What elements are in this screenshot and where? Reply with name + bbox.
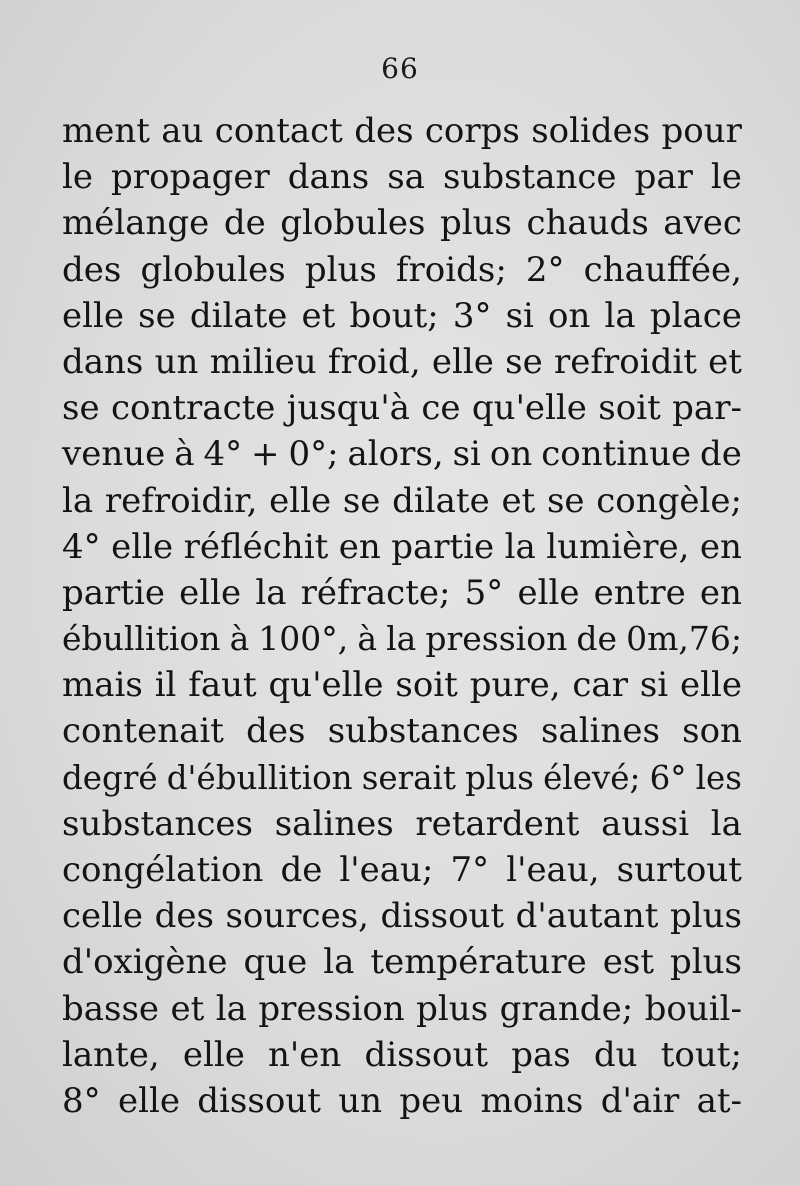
word: se [62, 388, 100, 429]
text-line [62, 662, 742, 708]
text-line [62, 524, 742, 570]
word: se [546, 480, 585, 521]
word: 7° [450, 850, 490, 890]
word: la [215, 988, 247, 1029]
word: 6° [649, 758, 687, 797]
word: contracte [110, 388, 276, 429]
word: température [370, 942, 587, 983]
word: soit [598, 388, 661, 429]
text-line [62, 1032, 742, 1078]
word: on [548, 295, 591, 336]
word: plus [304, 249, 377, 290]
word: plus [465, 758, 534, 797]
word: elle [679, 665, 742, 706]
word: alors, [347, 434, 444, 475]
word: pression [425, 619, 568, 659]
text-line [62, 570, 742, 616]
word: mélange [62, 203, 210, 244]
word: 0°; [288, 434, 339, 475]
word: de [280, 850, 323, 890]
word: place [649, 295, 742, 336]
word: partie [62, 572, 165, 613]
word: et [708, 341, 742, 382]
word: elle [269, 480, 332, 521]
word: il [154, 665, 177, 706]
word: globules [280, 203, 426, 244]
word: refroidit [554, 341, 697, 382]
word: par [634, 157, 693, 198]
word: réfracte; [300, 572, 451, 613]
word: de [700, 434, 742, 475]
text-line [62, 431, 742, 477]
word: des [354, 111, 414, 151]
word: lumière, [546, 526, 690, 567]
word: sa [387, 157, 425, 198]
word: elle [179, 572, 242, 613]
word: continue [541, 434, 692, 475]
word: la [62, 480, 94, 521]
word: d'air [600, 1080, 680, 1121]
word: du [593, 1034, 638, 1075]
word: qu'elle [471, 388, 587, 429]
body-text [62, 108, 742, 1124]
word: l'eau; [339, 850, 434, 890]
word: entre [593, 572, 686, 613]
word: refroidir, [104, 480, 258, 521]
word: basse [62, 988, 160, 1029]
word: et [501, 480, 536, 521]
word: degré [62, 758, 158, 797]
word: si [505, 295, 534, 336]
word: soit [395, 665, 458, 706]
word: un [338, 1080, 382, 1121]
word: qu'elle [268, 665, 384, 706]
word: la [386, 619, 417, 659]
text-line [62, 708, 742, 754]
text-line [62, 108, 742, 154]
word: de [223, 203, 266, 244]
text-line [62, 1078, 742, 1124]
word: pour [661, 111, 742, 151]
word: à [229, 619, 250, 659]
word: et [301, 295, 336, 336]
word: lante, [62, 1034, 160, 1075]
word: mais [62, 665, 143, 706]
word: corps [424, 111, 520, 151]
word: la [323, 942, 355, 983]
word: congèle; [596, 480, 742, 521]
word: n'en [268, 1034, 342, 1075]
word: plus [669, 942, 742, 983]
word: + [251, 434, 280, 475]
word: venue [62, 434, 166, 475]
word: la [504, 526, 536, 567]
word: solides [531, 111, 651, 151]
word: 2° [525, 249, 565, 290]
word: dissout [197, 1080, 321, 1121]
word: froid, [327, 341, 421, 382]
word: dans [287, 157, 370, 198]
word: celle [62, 896, 144, 937]
word: froids; [395, 249, 507, 290]
word: substances [62, 803, 254, 844]
word: dilate [392, 480, 490, 521]
word: en [699, 572, 742, 613]
word: avec [663, 203, 742, 244]
text-line [62, 200, 742, 246]
word: à [174, 434, 195, 475]
word: des [62, 249, 122, 290]
word: se [342, 480, 381, 521]
word: dissout [364, 1034, 489, 1075]
word: si [452, 434, 481, 475]
word: substance [442, 157, 617, 198]
text-line [62, 755, 742, 801]
word: globules [140, 249, 286, 290]
word: at- [696, 1080, 742, 1121]
text-line [62, 478, 742, 524]
word: son [682, 711, 742, 752]
word: est [602, 942, 654, 983]
word: plus [416, 988, 489, 1029]
word: en [338, 526, 381, 567]
word: congélation [62, 850, 264, 890]
word: surtout [616, 850, 742, 890]
word: milieu [209, 341, 317, 382]
word: le [62, 157, 93, 198]
word: pas [511, 1034, 571, 1075]
word: dissout [380, 896, 505, 937]
word: retardent [415, 803, 580, 844]
word: elle [517, 572, 580, 613]
word: 100°, [258, 619, 349, 659]
word: la [255, 572, 287, 613]
text-line [62, 385, 742, 431]
word: le [710, 157, 742, 198]
word: moins [480, 1080, 584, 1121]
word: jusqu'à [286, 388, 410, 429]
word: dilate [189, 295, 288, 336]
word: que [243, 942, 308, 983]
word: contact [214, 111, 343, 151]
word: sources, [225, 896, 369, 937]
text-line [62, 616, 742, 662]
word: 0m,76; [626, 619, 742, 659]
word: par- [672, 388, 742, 429]
word: d'ébullition [166, 758, 353, 797]
word: peu [399, 1080, 464, 1121]
word: aussi [601, 803, 690, 844]
word: substances [327, 711, 519, 752]
text-line [62, 339, 742, 385]
word: élevé; [543, 758, 641, 797]
text-line [62, 801, 742, 847]
word: à [357, 619, 378, 659]
word: si [639, 665, 669, 706]
word: on [489, 434, 533, 475]
word: 4° [62, 526, 101, 567]
word: serait [361, 758, 456, 797]
word: au [161, 111, 204, 151]
word: ce [421, 388, 461, 429]
page-number: 66 [381, 52, 419, 85]
word: réfléchit [183, 526, 329, 567]
word: car [572, 665, 628, 706]
word: bout; [349, 295, 439, 336]
text-line [62, 247, 742, 293]
word: 8° [62, 1080, 101, 1121]
word: se [138, 295, 176, 336]
text-line [62, 154, 742, 200]
word: salines [274, 803, 394, 844]
word: la [604, 295, 636, 336]
word: elle [182, 1034, 245, 1075]
word: grande; [499, 988, 634, 1029]
word: bouil- [644, 988, 742, 1029]
word: ébullition [62, 619, 221, 659]
word: de [576, 619, 618, 659]
word: ment [62, 111, 150, 151]
word: propager [111, 157, 270, 198]
word: les [695, 758, 742, 797]
word: d'oxigène [62, 942, 228, 983]
word: plus [439, 203, 512, 244]
word: la [710, 803, 742, 844]
word: d'autant [515, 896, 659, 937]
word: 3° [452, 295, 492, 336]
word: des [154, 896, 214, 937]
word: elle [117, 1080, 180, 1121]
word: et [170, 988, 205, 1029]
text-line [62, 986, 742, 1032]
word: faut [188, 665, 257, 706]
text-line [62, 293, 742, 339]
word: elle [111, 526, 174, 567]
text-line [62, 939, 742, 985]
word: 5° [464, 572, 504, 613]
word: tout; [660, 1034, 742, 1075]
word: salines [540, 711, 660, 752]
word: se [505, 341, 543, 382]
word: elle [431, 341, 494, 382]
word: l'eau, [506, 850, 600, 890]
word: pression [258, 988, 405, 1029]
word: plus [669, 896, 742, 937]
word: des [246, 711, 306, 752]
word: dans [62, 341, 144, 382]
word: partie [391, 526, 495, 567]
word: 4° [203, 434, 243, 475]
text-line [62, 847, 742, 893]
word: chauds [526, 203, 649, 244]
word: elle [62, 295, 124, 336]
text-line [62, 893, 742, 939]
word: pure, [469, 665, 561, 706]
word: chauffée, [583, 249, 742, 290]
word: en [699, 526, 742, 567]
word: contenait [62, 711, 224, 752]
word: un [154, 341, 199, 382]
